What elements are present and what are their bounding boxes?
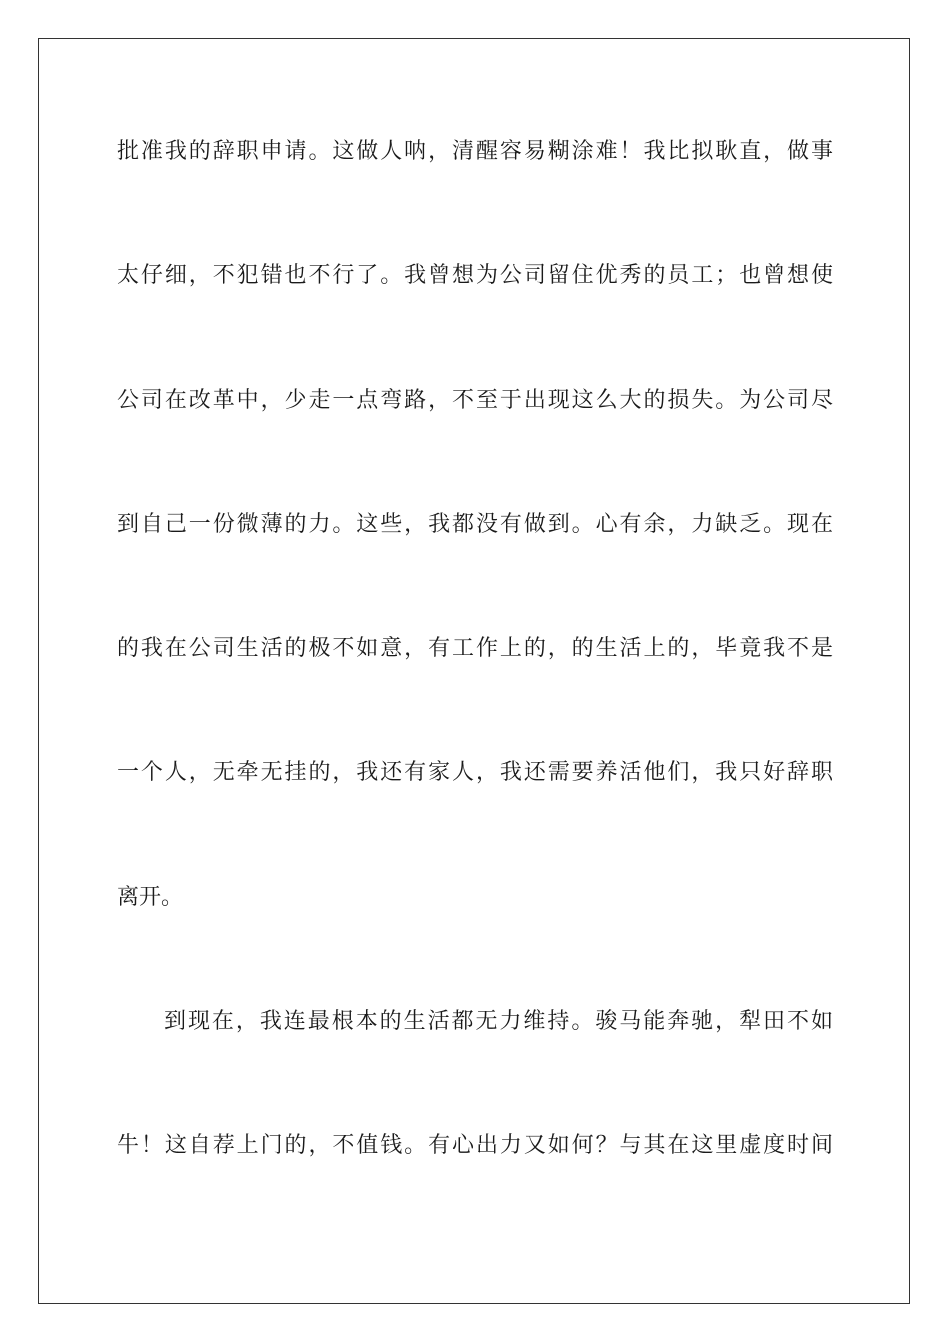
text-line: 批准我的辞职申请。这做人呐，清醒容易糊涂难！我比拟耿直，做事 bbox=[117, 139, 833, 164]
text-line-paragraph-end: 离开。 bbox=[117, 884, 184, 910]
text-line: 牛！这自荐上门的，不值钱。有心出力又如何？与其在这里虚度时间 bbox=[117, 1133, 833, 1159]
text-line: 一个人，无牵无挂的，我还有家人，我还需要养活他们，我只好辞职 bbox=[117, 760, 833, 786]
text-line: 太仔细，不犯错也不行了。我曾想为公司留住优秀的员工；也曾想使 bbox=[117, 263, 833, 289]
document-body bbox=[117, 133, 833, 1252]
text-line: 公司在改革中，少走一点弯路，不至于出现这么大的损失。为公司尽 bbox=[117, 387, 833, 413]
text-line-paragraph-start: 到现在，我连最根本的生活都无力维持。骏马能奔驰，犁田不如 bbox=[164, 1009, 833, 1035]
text-line: 到自己一份微薄的力。这些，我都没有做到。心有余，力缺乏。现在 bbox=[117, 511, 833, 537]
text-line: 的我在公司生活的极不如意，有工作上的，的生活上的，毕竟我不是 bbox=[117, 636, 833, 662]
